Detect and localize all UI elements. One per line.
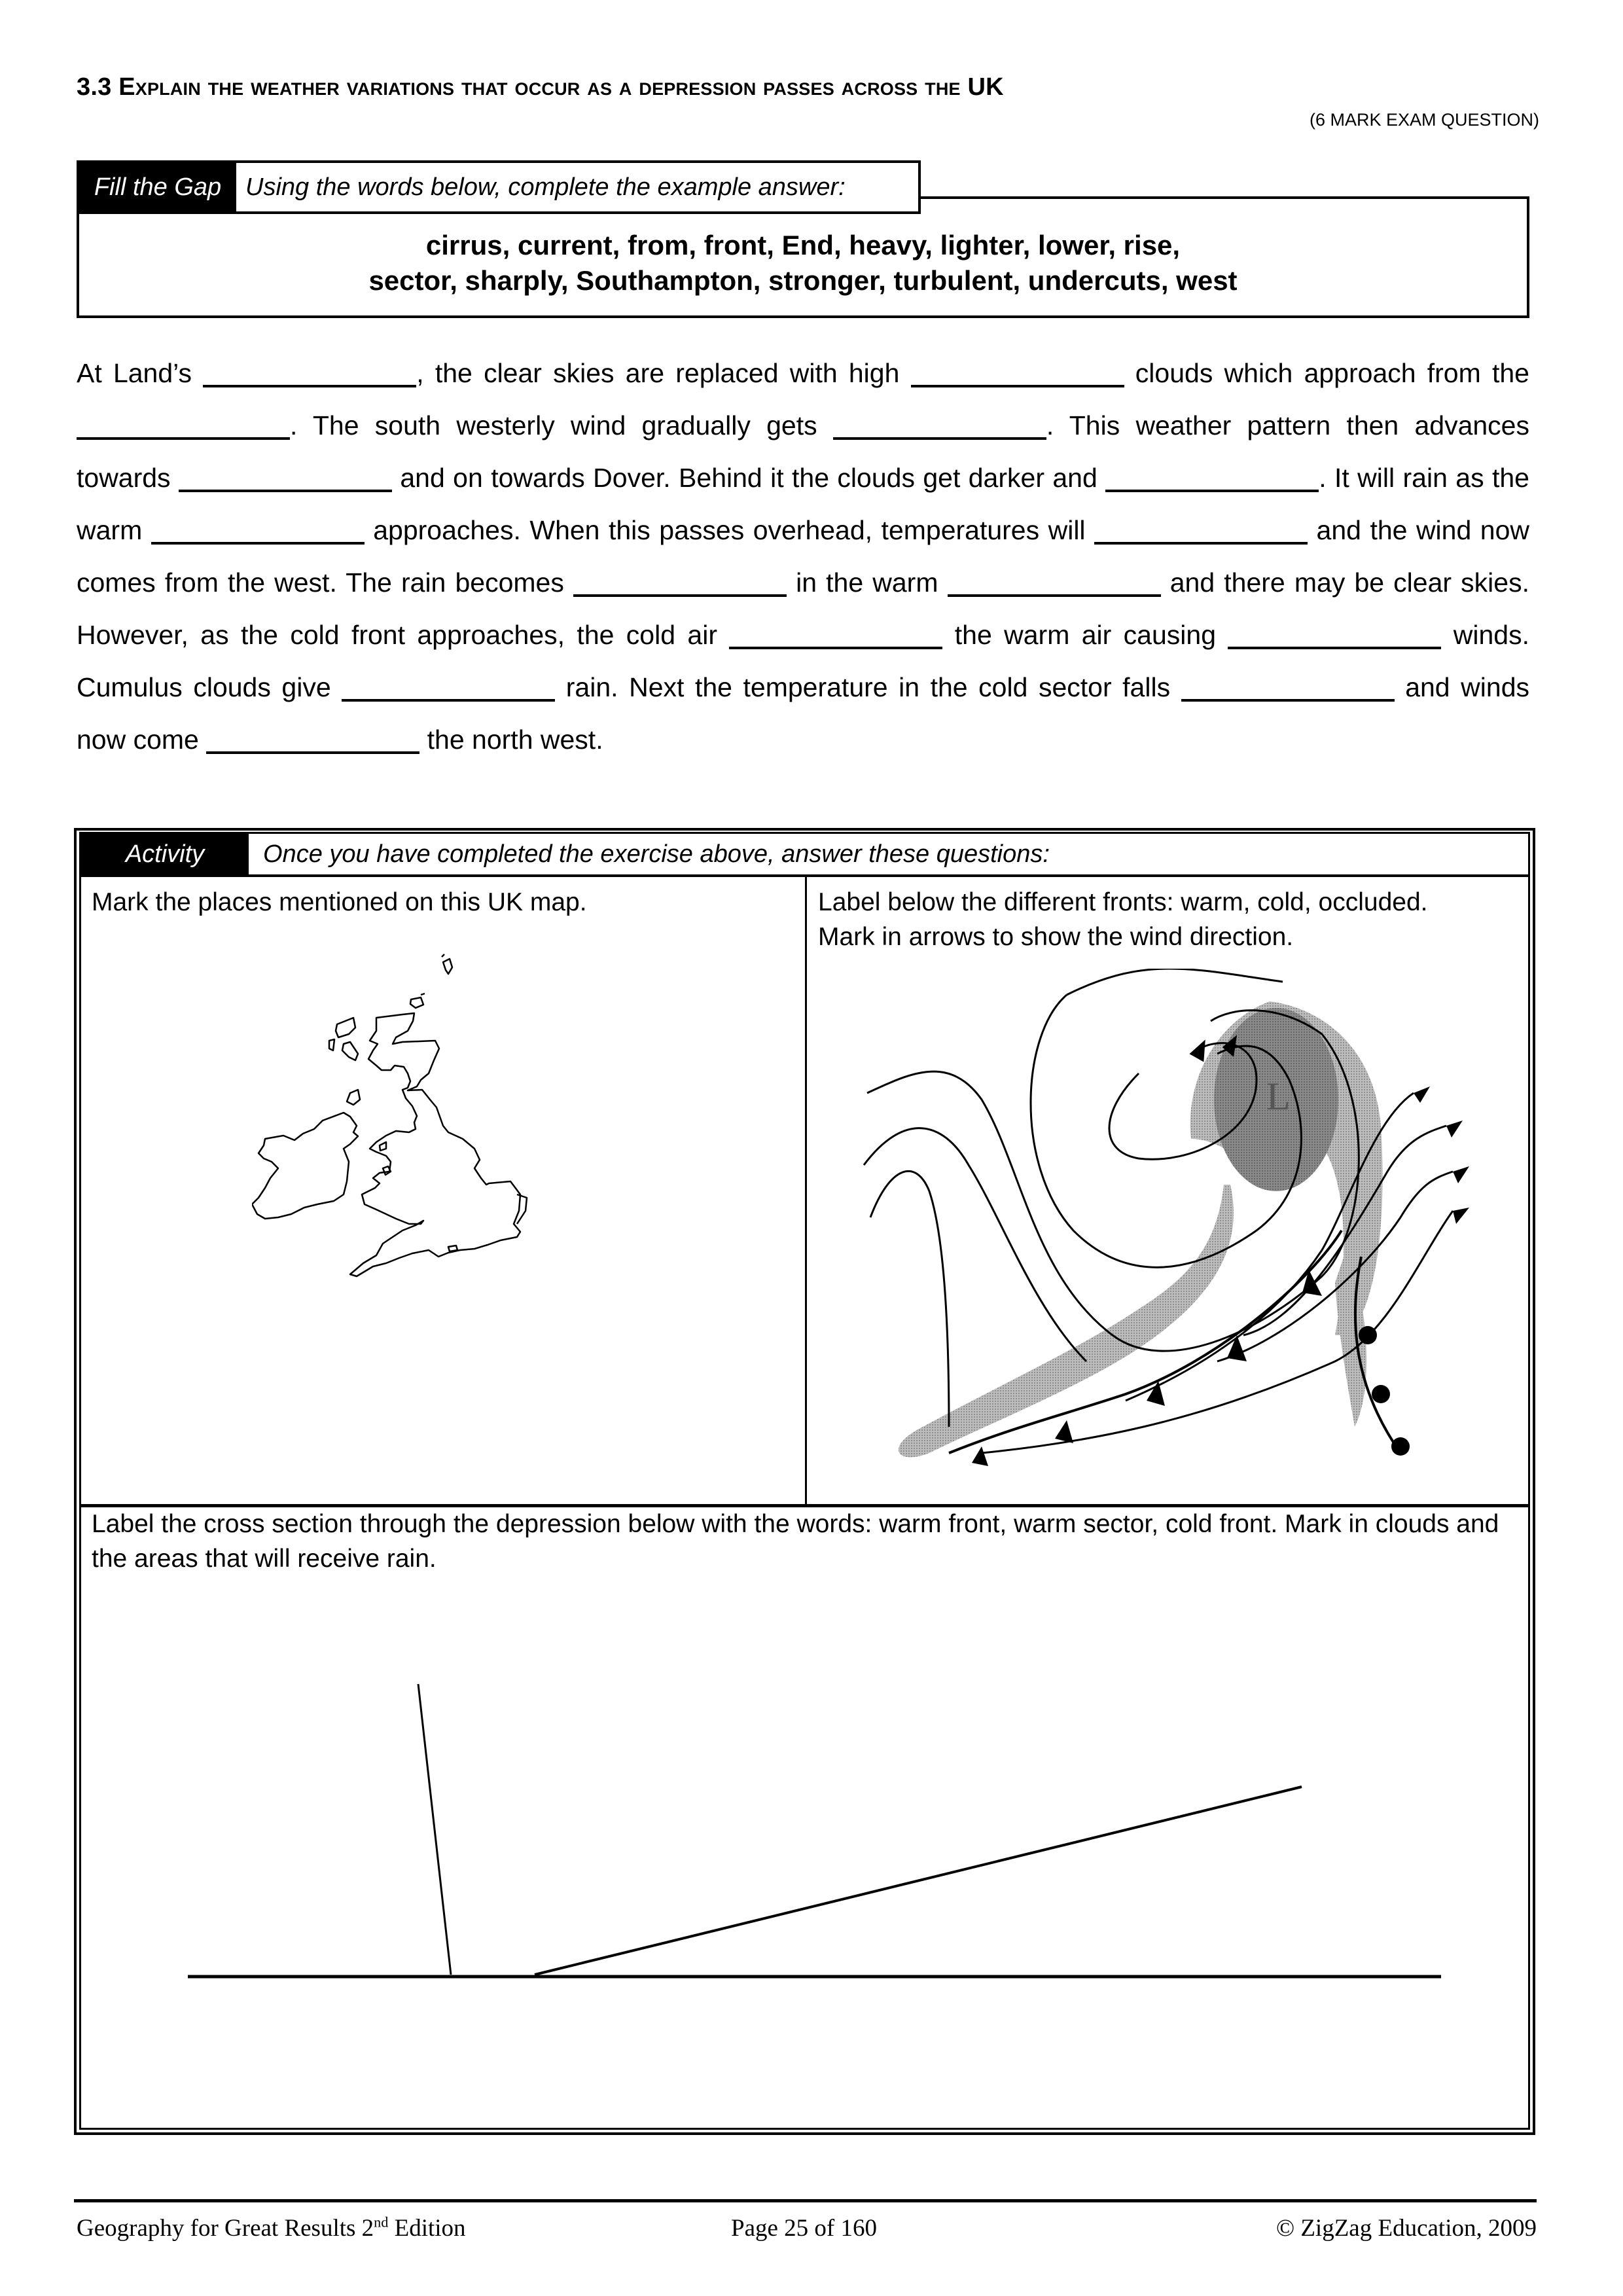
text-segment: winds. Cumulus clouds give <box>77 620 1529 702</box>
text-segment: the north west. <box>419 725 603 755</box>
activity-instruction: Once you have completed the exercise above, answer these questions: <box>263 840 1050 868</box>
cell-divider-vertical <box>805 877 807 1507</box>
answer-blank[interactable] <box>77 413 290 440</box>
cross-section-task-text: Label the cross section through the depression below with the words: warm front, warm sector, cold front. Mark in clouds and the areas that will receive rain. <box>92 1510 1499 1573</box>
question-title-text: Explain the weather variations that occur as a depression passes across the UK <box>118 73 1004 101</box>
answer-blank[interactable] <box>948 570 1161 597</box>
section-number: 3.3 <box>77 73 112 101</box>
answer-blank[interactable] <box>911 361 1124 387</box>
activity-label: Activity <box>81 834 249 874</box>
answer-blank[interactable] <box>1105 465 1319 492</box>
fill-the-gap-label: Fill the Gap <box>79 163 236 211</box>
cold-front-line <box>418 1684 451 1975</box>
map-task-text: Mark the places mentioned on this UK map. <box>92 888 587 916</box>
text-segment: At Land’s <box>77 358 204 388</box>
text-segment: approaches. When this passes overhead, temperatures will <box>364 515 1095 545</box>
answer-blank[interactable] <box>203 361 416 387</box>
word-bank-line-1: cirrus, current, from, front, End, heavy, lighter, lower, rise, <box>425 230 1181 260</box>
text-segment: and the wind now comes from the west. The rain becomes <box>77 515 1529 598</box>
fill-the-gap-header <box>77 160 921 214</box>
gap-fill-paragraph <box>77 347 1529 766</box>
book-title <box>77 2214 466 2242</box>
answer-blank[interactable] <box>1228 622 1441 649</box>
mark-allocation: (6 MARK EXAM QUESTION) <box>1309 110 1539 130</box>
text-segment: . This weather pattern then advances towards <box>77 410 1529 493</box>
answer-blank[interactable] <box>833 413 1046 440</box>
answer-blank[interactable] <box>179 465 392 492</box>
answer-blank[interactable] <box>342 675 555 702</box>
warm-front-line <box>535 1787 1302 1975</box>
fronts-task-line-1: Label below the different fronts: warm, cold, occluded. <box>818 888 1428 916</box>
text-segment: rain. Next the temperature in the cold sector falls <box>555 672 1181 702</box>
answer-blank[interactable] <box>1094 518 1308 545</box>
fronts-task-line-2: Mark in arrows to show the wind direction. <box>818 923 1294 951</box>
word-bank <box>77 228 1529 298</box>
activity-header <box>81 834 1528 877</box>
edition-suffix: Edition <box>388 2215 466 2242</box>
book-title-text: Geography for Great Results 2 <box>77 2215 374 2242</box>
text-segment: . The south westerly wind gradually gets <box>290 410 833 440</box>
page-number: Page 25 of 160 <box>731 2215 877 2242</box>
text-segment: and on towards Dover. Behind it the clouds get darker and <box>391 463 1106 493</box>
answer-blank[interactable] <box>729 622 942 649</box>
word-bank-line-2: sector, sharply, Southampton, stronger, turbulent, undercuts, west <box>368 265 1238 296</box>
text-segment: in the warm <box>786 567 948 598</box>
fill-the-gap-instruction: Using the words below, complete the example answer: <box>245 173 846 201</box>
text-segment: and there may be clear skies. However, as the cold front approaches, the cold air <box>77 567 1529 650</box>
edition-superscript: nd <box>374 2214 389 2231</box>
text-segment: . It will rain as the warm <box>77 463 1529 545</box>
uk-outline-map[interactable] <box>252 936 710 1473</box>
answer-blank[interactable] <box>151 518 365 545</box>
depression-frontal-diagram[interactable] <box>851 969 1518 1466</box>
text-segment: the warm air causing <box>942 620 1228 650</box>
text-segment: , the clear skies are replaced with high <box>416 358 911 388</box>
text-segment: and winds now come <box>77 672 1529 755</box>
footer-divider <box>74 2199 1537 2202</box>
copyright-notice: © ZigZag Education, 2009 <box>1275 2215 1537 2242</box>
question-title <box>77 73 1004 101</box>
low-pressure-label: L <box>1266 1075 1291 1118</box>
fronts-task-text <box>818 885 1518 954</box>
answer-blank[interactable] <box>206 727 419 754</box>
answer-blank[interactable] <box>573 570 787 597</box>
text-segment: clouds which approach from the <box>1124 358 1529 388</box>
answer-blank[interactable] <box>1181 675 1395 702</box>
cross-section-diagram[interactable] <box>81 1649 1528 1990</box>
